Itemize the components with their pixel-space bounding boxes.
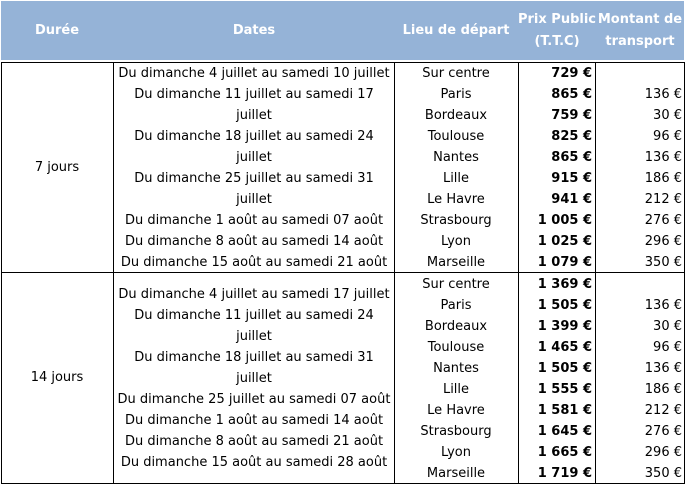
transport-amount: 136 € [644,298,682,313]
date-line: Du dimanche 1 août au samedi 14 août [124,413,384,428]
date-line: Du dimanche 15 août au samedi 28 août [120,455,388,470]
duration-7-jours: 7 jours [34,160,80,175]
header-montant-line1: Montant de [597,12,683,27]
departure-city: Nantes [433,150,479,165]
header-duree: Durée [34,23,80,38]
public-price: 729 € [551,66,592,81]
public-price: 1 505 € [537,298,592,313]
header-lieu: Lieu de départ [402,23,510,38]
public-price: 825 € [551,129,592,144]
departure-city: Paris [440,87,472,102]
transport-amount: 186 € [644,382,682,397]
public-price: 1 079 € [537,255,592,270]
transport-amount: 296 € [644,234,682,249]
date-line: Du dimanche 18 juillet au samedi 24 [134,129,374,144]
departure-city: Nantes [433,361,479,376]
date-line: Du dimanche 8 août au samedi 21 août [124,434,384,449]
public-price: 1 645 € [537,424,592,439]
transport-amount: 296 € [644,445,682,460]
transport-amount: 30 € [653,108,682,123]
departure-city: Lille [442,171,470,186]
departure-city: Lille [442,382,470,397]
grid-line-left [1,62,2,484]
header-prix-line1: Prix Public [517,12,596,27]
departure-city: Paris [440,298,472,313]
departure-city: Marseille [426,466,486,481]
dates-list-14-jours [114,284,394,473]
public-price: 1 719 € [537,466,592,481]
transport-amount: 212 € [644,403,682,418]
departure-city: Toulouse [427,129,485,144]
duration-14-jours: 14 jours [30,370,84,385]
departure-city: Lyon [441,445,471,460]
header-prix-line2: (T.T.C) [534,34,580,49]
public-price: 1 465 € [537,340,592,355]
date-line: Du dimanche 25 juillet au samedi 31 [134,171,374,186]
date-line: Du dimanche 8 août au samedi 14 août [124,234,384,249]
departure-city: Toulouse [427,340,485,355]
transport-amount: 96 € [653,340,682,355]
public-price: 1 505 € [537,361,592,376]
transport-amount [597,63,682,84]
transport-amount: 96 € [653,129,682,144]
transport-amount: 350 € [644,466,682,481]
transport-amount: 136 € [644,361,682,376]
date-line: Du dimanche 1 août au samedi 07 août [124,213,384,228]
transport-amount: 30 € [653,319,682,334]
public-price: 915 € [551,171,592,186]
transport-amount [597,274,682,295]
transport-amount: 136 € [644,87,682,102]
departure-city: Sur centre [422,66,490,81]
departure-city: Lyon [441,234,471,249]
departure-city: Strasbourg [420,213,492,228]
date-line: Du dimanche 18 juillet au samedi 31 [134,350,374,365]
transport-amount: 212 € [644,192,682,207]
departure-city: Bordeaux [424,319,488,334]
departure-city: Strasbourg [420,424,492,439]
public-price: 1 369 € [537,277,592,292]
public-price: 1 555 € [537,382,592,397]
date-line: juillet [236,108,272,123]
public-price: 1 665 € [537,445,592,460]
date-line: juillet [236,150,272,165]
date-line: juillet [236,329,272,344]
transport-amount: 350 € [644,255,682,270]
public-price: 865 € [551,150,592,165]
date-line: Du dimanche 4 juillet au samedi 17 juillet [118,287,390,302]
date-line: Du dimanche 11 juillet au samedi 17 [134,87,374,102]
date-line: juillet [236,371,272,386]
departure-city: Bordeaux [424,108,488,123]
departure-city: Marseille [426,255,486,270]
transport-amount: 276 € [644,213,682,228]
departure-city: Sur centre [422,277,490,292]
grid-line-right [684,62,685,484]
date-line: Du dimanche 25 juillet au samedi 07 août [117,392,391,407]
date-line: Du dimanche 4 juillet au samedi 10 juillet [118,66,390,81]
date-line: Du dimanche 15 août au samedi 21 août [120,255,388,270]
date-line: Du dimanche 11 juillet au samedi 24 [134,308,374,323]
departure-city: Le Havre [427,403,485,418]
grid-line-prix-montant [595,62,596,484]
public-price: 1 399 € [537,319,592,334]
public-price: 759 € [551,108,592,123]
transport-amount: 276 € [644,424,682,439]
dates-list-7-jours [114,63,394,273]
header-montant-line2: transport [605,34,675,49]
public-price: 865 € [551,87,592,102]
public-price: 941 € [551,192,592,207]
header-dates: Dates [232,23,276,38]
public-price: 1 581 € [537,403,592,418]
public-price: 1 005 € [537,213,592,228]
transport-amount: 186 € [644,171,682,186]
date-line: juillet [236,192,272,207]
public-price: 1 025 € [537,234,592,249]
transport-amount: 136 € [644,150,682,165]
departure-city: Le Havre [427,192,485,207]
